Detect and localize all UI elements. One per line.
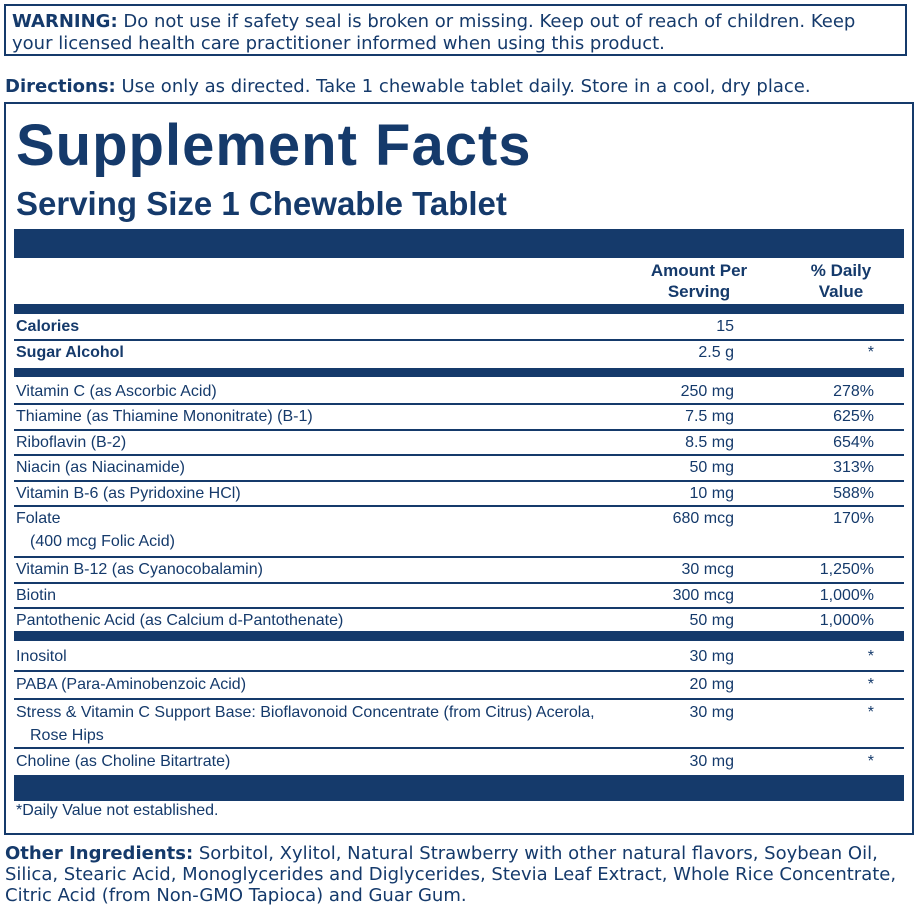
thick-divider xyxy=(14,368,904,377)
header-bar xyxy=(14,229,904,258)
serving-size: Serving Size 1 Chewable Tablet xyxy=(16,185,507,222)
other-ingredients-text: Sorbitol, Xylitol, Natural Strawberry with other natural flavors, Soybean Oil, Silica, Stearic Acid, Monoglycerides and Diglycerides, Stevia Leaf Extract, Whole Rice Concentrate, Citric Acid (from Non-GMO Tapioca) and Guar Gum. xyxy=(5,843,897,906)
warning-label: WARNING: xyxy=(12,11,118,32)
footer-bar xyxy=(14,775,904,801)
thick-divider xyxy=(14,304,904,314)
footnote: *Daily Value not established. xyxy=(16,802,219,819)
supplement-facts-panel: Supplement Facts Serving Size 1 Chewable Tablet Amount Per Serving % Daily Value Calories 15 Sugar Alcohol 2.5 g * Vitamin C (as Ascorbic Acid) 250 mg 278% Thiamine (as Thiamine Mononitrate) (B-1) 7.5 mg 625% Riboflavin (B-2) 8.5 mg 654% Niacin (as Niacinamide) 50 mg 313% Vitamin B-6 (as Pyridoxine HCl) 10 mg 588% Folate (400 mcg Folic Acid) 680 mcg 170% Vitamin B-12 (as Cyanocobalamin) 30 mcg 1,250% Biotin 300 mcg 1,000% Pantothenic Acid (as Calcium d-Pantothenate) 50 mg 1,000% Inositol 30 mg * PABA (Para-Aminobenzoic Acid) 20 mg * Stress & Vitamin C Support Base: Bioflavonoid Concentrate (from Citrus) Acerola, Rose Hips 30 mg * Choline (as Choline Bitartrate) 30 mg * *Daily Value not established. xyxy=(4,102,914,835)
directions xyxy=(5,75,910,99)
other-ingredients xyxy=(5,843,915,906)
row-divider xyxy=(14,670,904,672)
amount-per-serving-header: Amount Per Serving xyxy=(650,261,748,301)
thick-divider xyxy=(14,631,904,641)
row-divider xyxy=(14,747,904,749)
directions-label: Directions: xyxy=(5,76,116,97)
directions-text: Use only as directed. Take 1 chewable tablet daily. Store in a cool, dry place. xyxy=(115,76,811,97)
row-divider xyxy=(14,698,904,700)
facts-title: Supplement Facts xyxy=(16,113,532,178)
other-ingredients-label: Other Ingredients: xyxy=(5,843,194,864)
warning-text: Do not use if safety seal is broken or missing. Keep out of reach of children. Keep your licensed health care practitioner informed when using this product. xyxy=(12,11,856,54)
daily-value-header: % Daily Value xyxy=(810,261,872,301)
warning-box xyxy=(4,4,907,56)
